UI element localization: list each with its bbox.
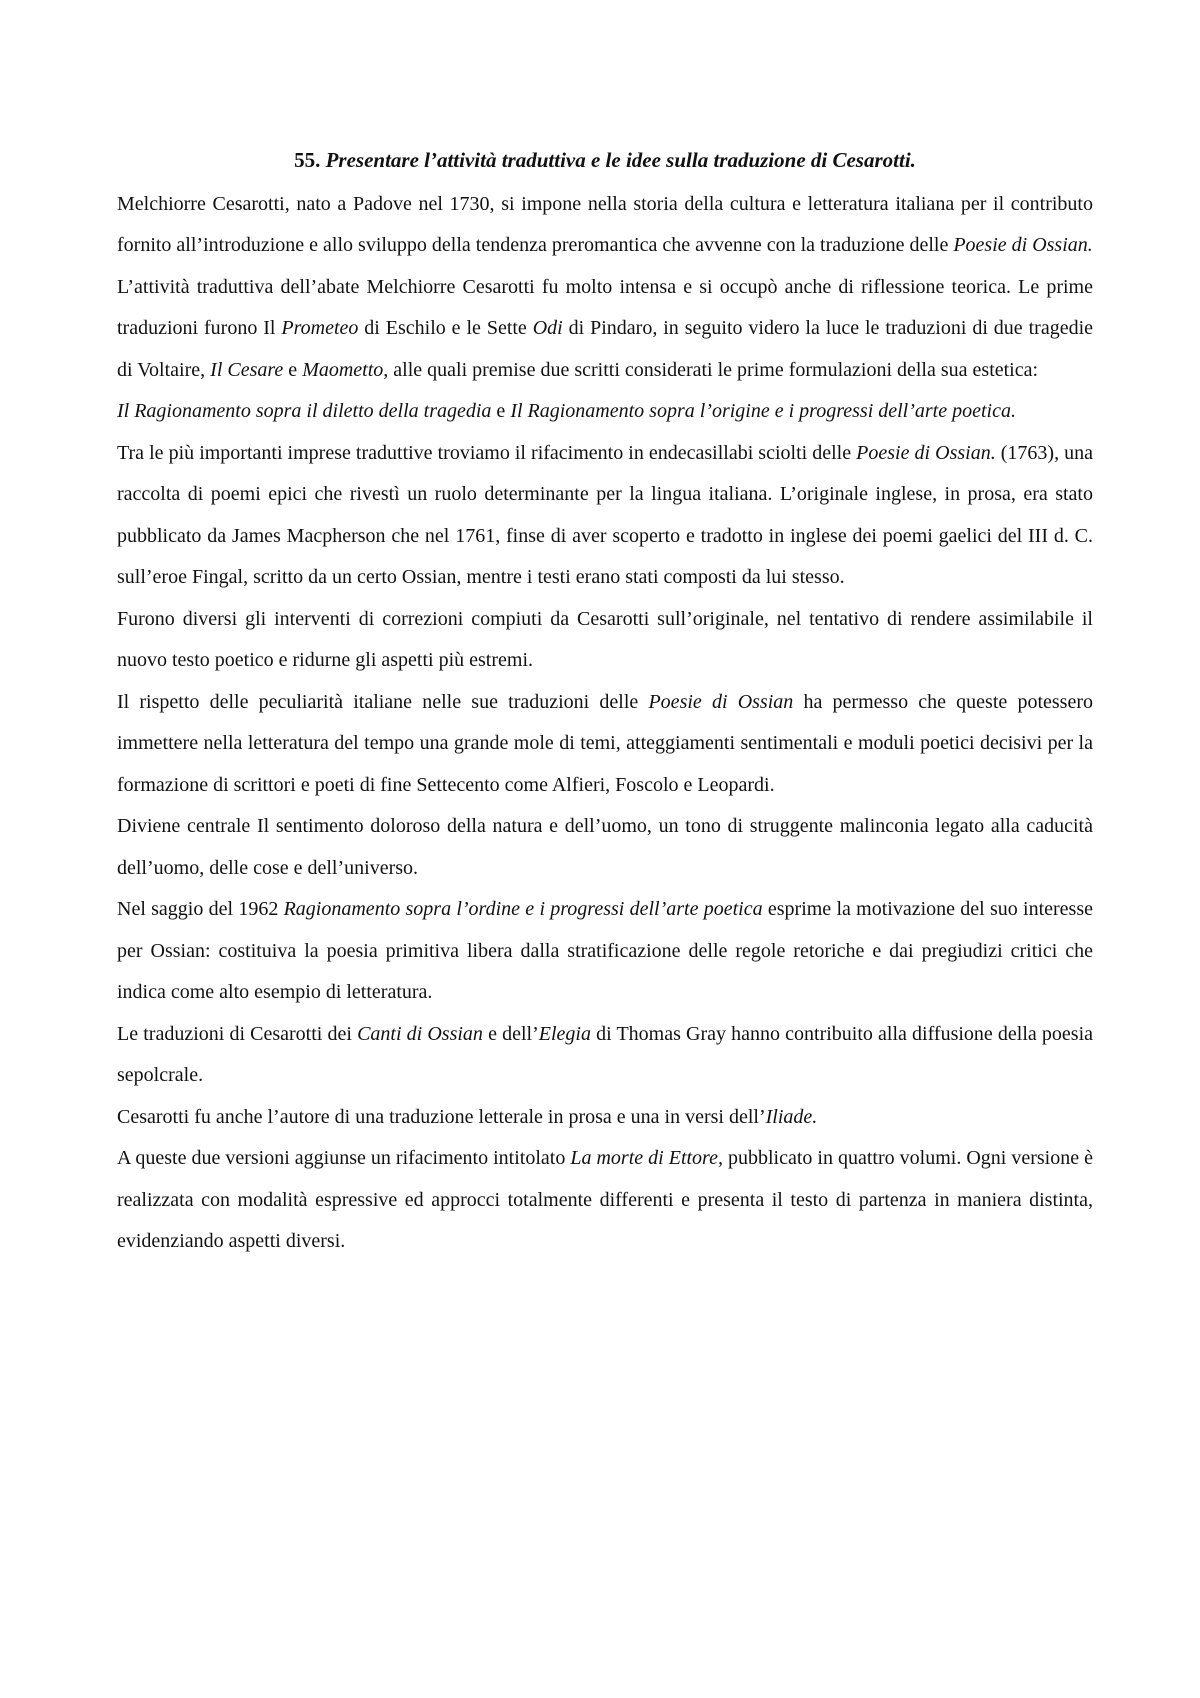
- text-segment: Tra le più importanti imprese traduttive troviamo il rifacimento in endecasillabi sciolti delle: [117, 441, 857, 464]
- question-text: Presentare l’attività traduttiva e le idee sulla traduzione di Cesarotti.: [325, 148, 916, 172]
- paragraph: [117, 682, 1093, 807]
- italic-text: Poesie di Ossian.: [953, 234, 1093, 256]
- italic-text: Poesie di Ossian.: [856, 441, 996, 464]
- italic-text: Il Cesare: [210, 358, 284, 381]
- text-segment: Le traduzioni di Cesarotti dei: [117, 1022, 358, 1045]
- italic-text: Prometeo: [281, 317, 359, 339]
- italic-text: La morte di Ettore,: [570, 1147, 723, 1169]
- paragraph: [117, 1014, 1093, 1097]
- text-segment: Diviene centrale Il sentimento doloroso della natura e dell’uomo, un tono di struggente malinconia legato alla caducità dell’uomo, delle cose e dell’universo.: [117, 815, 1093, 879]
- paragraph: [117, 433, 1093, 599]
- text-segment: e dell’: [482, 1022, 539, 1045]
- italic-text: Maometto,: [302, 358, 389, 381]
- text-segment: di Eschilo e le Sette: [358, 317, 533, 339]
- paragraph: [117, 889, 1093, 1014]
- document-page: [117, 140, 1093, 1263]
- text-segment: Melchiorre Cesarotti, nato a Padove nel 1730, si impone nella storia della cultura e letteratura italiana per il contributo fornito all’introduzione e allo sviluppo della tendenza preromantica che avvenne con la traduzione delle: [117, 192, 1093, 256]
- italic-text: Elegia: [538, 1022, 591, 1045]
- essay-body: [117, 184, 1093, 1263]
- paragraph: [117, 267, 1093, 392]
- text-segment: pubblicato in quattro volumi. Ogni versione è realizzata con modalità espressive ed approcci totalmente differenti e presenta il testo di partenza in maniera distinta, evidenziando aspetti diversi.: [117, 1147, 1094, 1252]
- paragraph: [117, 391, 1093, 433]
- italic-text: Odi: [532, 317, 563, 339]
- italic-text: Poesie di Ossian: [648, 690, 794, 713]
- text-segment: esprime la motivazione del suo interesse per Ossian: costituiva la poesia primitiva libera dalla stratificazione delle regole retoriche e dai pregiudizi critici che indica come alto esempio di letteratura.: [117, 898, 1093, 1003]
- paragraph: [117, 1097, 1093, 1139]
- italic-text: Il Ragionamento sopra l’origine e i progressi dell’arte poetica.: [510, 400, 1016, 422]
- text-segment: Il rispetto delle peculiarità italiane nelle sue traduzioni delle: [117, 690, 649, 713]
- text-segment: alle quali premise due scritti considerati le prime formulazioni della sua estetica:: [388, 358, 1039, 381]
- text-segment: di Pindaro, in seguito videro la luce le traduzioni di due tragedie di Voltaire,: [117, 317, 1094, 381]
- question-number: 55.: [294, 148, 321, 172]
- paragraph: [117, 806, 1093, 889]
- italic-text: Il Ragionamento sopra il diletto della tragedia: [117, 400, 492, 422]
- text-segment: e: [283, 358, 303, 381]
- text-segment: Furono diversi gli interventi di correzioni compiuti da Cesarotti sull’originale, nel tentativo di rendere assimilabile il nuovo testo poetico e ridurne gli aspetti più estremi.: [117, 607, 1093, 671]
- paragraph: [117, 599, 1093, 682]
- text-segment: e: [491, 400, 511, 422]
- text-segment: (1763), una raccolta di poemi epici che rivestì un ruolo determinante per la lingua italiana. L’originale inglese, in prosa, era stato pubblicato da James Macpherson che nel 1761, finse di aver scoperto e tradotto in inglese dei poemi gaelici del III d. C. sull’eroe Fingal, scritto da un certo Ossian, mentre i testi erano stati composti da lui stesso.: [117, 441, 1094, 588]
- italic-text: Iliade.: [765, 1105, 818, 1128]
- text-segment: Nel saggio del 1962: [117, 898, 284, 920]
- paragraph: [117, 184, 1093, 267]
- text-segment: ha permesso che queste potessero immettere nella letteratura del tempo una grande mole di temi, atteggiamenti sentimentali e moduli poetici decisivi per la formazione di scrittori e poeti di fine Settecento come Alfieri, Foscolo e Leopardi.: [117, 690, 1093, 796]
- question-title: [117, 140, 1093, 182]
- text-segment: Cesarotti fu anche l’autore di una traduzione letterale in prosa e una in versi dell’: [117, 1105, 766, 1128]
- italic-text: Ragionamento sopra l’ordine e i progressi dell’arte poetica: [283, 898, 763, 920]
- paragraph: [117, 1138, 1093, 1263]
- text-segment: A queste due versioni aggiunse un rifacimento intitolato: [117, 1147, 571, 1169]
- text-segment: L’attività traduttiva dell’abate Melchiorre Cesarotti fu molto intensa e si occupò anche di riflessione teorica. Le prime traduzioni furono Il: [117, 275, 1093, 339]
- text-segment: di Thomas Gray hanno contribuito alla diffusione della poesia sepolcrale.: [117, 1022, 1094, 1086]
- italic-text: Canti di Ossian: [357, 1022, 483, 1045]
